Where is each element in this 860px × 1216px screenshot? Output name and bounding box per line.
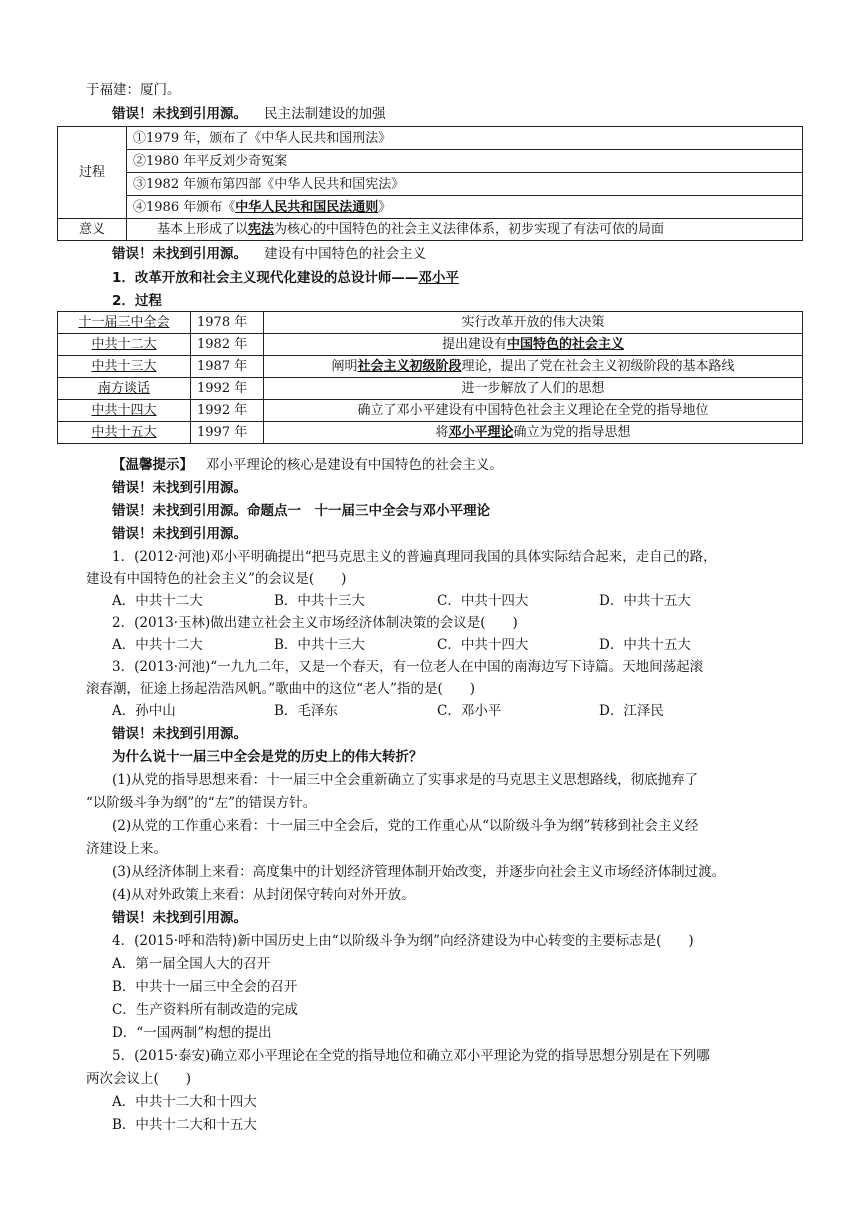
option: C．生产资料所有制改造的完成 xyxy=(112,1002,298,1018)
constitution-term: 宪法 xyxy=(248,222,275,237)
why-point-1-cont: “以阶级斗争为纲”的“左”的错误方针。 xyxy=(86,795,317,811)
option: B．中共十三大 xyxy=(274,593,365,609)
option: B．中共十二大和十五大 xyxy=(112,1117,257,1133)
reference-error: 错误！未找到引用源。 xyxy=(112,106,247,122)
option: C．邓小平 xyxy=(437,703,502,719)
table-row xyxy=(58,378,803,400)
table-row xyxy=(58,334,803,356)
civil-law-term: 中华人民共和国民法通则 xyxy=(235,199,379,215)
description-cell: 确立了邓小平建设有中国特色社会主义理论在全党的指导地位 xyxy=(264,400,803,422)
reference-error: 错误！未找到引用源。 xyxy=(112,726,247,742)
why-point-2: (2)从党的工作重心来看：十一届三中全会后，党的工作重心从“以阶级斗争为纲”转移到社会主义经 xyxy=(112,818,699,834)
description-cell: 实行改革开放的伟大决策 xyxy=(264,312,803,334)
reference-error: 错误！未找到引用源。 xyxy=(112,480,247,496)
option: A．中共十二大和十四大 xyxy=(112,1094,257,1110)
reference-error: 错误！未找到引用源。 xyxy=(112,910,247,926)
option: D．中共十五大 xyxy=(599,637,691,653)
process-label: 过程 xyxy=(58,127,127,219)
why-title: 为什么说十一届三中全会是党的历史上的伟大转折？ xyxy=(112,749,423,765)
year-cell: 1978 年 xyxy=(191,312,264,334)
table-row xyxy=(58,400,803,422)
process-table xyxy=(57,311,803,444)
question-1-stem-cont: 建设有中国特色的社会主义”的会议是( ) xyxy=(86,571,347,587)
event-cell: 中共十二大 xyxy=(58,334,191,356)
table-row xyxy=(58,356,803,378)
option: A．孙中山 xyxy=(112,703,176,719)
why-point-4: (4)从对外政策上来看：从封闭保守转向对外开放。 xyxy=(112,887,415,903)
process-item: ③1982 年颁布第四部《中华人民共和国宪法》 xyxy=(127,173,803,196)
process-item: ②1980 年平反刘少奇冤案 xyxy=(127,150,803,173)
question-5-stem: 5．(2015·泰安)确立邓小平理论在全党的指导地位和确立邓小平理论为党的指导思想分别是在下列哪 xyxy=(112,1048,710,1064)
year-cell: 1992 年 xyxy=(191,400,264,422)
point-2: 2．过程 xyxy=(112,293,162,309)
event-cell: 十一届三中全会 xyxy=(58,312,191,334)
section-title: 民主法制建设的加强 xyxy=(264,106,386,122)
process-item: ①1979 年，颁布了《中华人民共和国刑法》 xyxy=(127,127,803,150)
why-point-2-cont: 济建设上来。 xyxy=(86,841,167,857)
option: B．中共十三大 xyxy=(274,637,365,653)
reference-error: 错误！未找到引用源。 xyxy=(112,526,247,542)
description-cell: 阐明社会主义初级阶段理论，提出了党在社会主义初级阶段的基本路线 xyxy=(264,356,803,378)
option: B．毛泽东 xyxy=(274,703,338,719)
point-1: 1．改革开放和社会主义现代化建设的总设计师——邓小平 xyxy=(112,270,459,286)
reference-error-topic: 错误！未找到引用源。命题点一 十一届三中全会与邓小平理论 xyxy=(112,503,490,519)
option: D．“一国两制”构想的提出 xyxy=(112,1025,272,1041)
event-cell: 中共十四大 xyxy=(58,400,191,422)
why-point-1: (1)从党的指导思想来看：十一届三中全会重新确立了实事求是的马克思主义思想路线，彻底抛弃了 xyxy=(112,772,699,788)
lead-line: 于福建：厦门。 xyxy=(86,82,181,98)
year-cell: 1997 年 xyxy=(191,422,264,444)
option: D．中共十五大 xyxy=(599,593,691,609)
meaning-label: 意义 xyxy=(58,219,127,241)
year-cell: 1982 年 xyxy=(191,334,264,356)
description-cell: 将邓小平理论确立为党的指导思想 xyxy=(264,422,803,444)
reference-error: 错误！未找到引用源。 xyxy=(112,246,247,262)
section-heading-socialism xyxy=(112,244,426,264)
question-1-stem: 1．(2012·河池)邓小平明确提出“把马克思主义的普遍真理同我国的具体实际结合起来，走自己的路， xyxy=(112,549,717,565)
question-5-stem-cont: 两次会议上( ) xyxy=(86,1071,192,1087)
year-cell: 1992 年 xyxy=(191,378,264,400)
question-3-stem: 3．(2013·河池)“一九九二年，又是一个春天，有一位老人在中国的南海边写下诗篇。天地间荡起滚 xyxy=(112,659,704,675)
event-cell: 中共十五大 xyxy=(58,422,191,444)
why-point-3: (3)从经济体制上来看：高度集中的计划经济管理体制开始改变，并逐步向社会主义市场经济体制过渡。 xyxy=(112,864,726,880)
process-item: ④1986 年颁布《中华人民共和国民法通则》 xyxy=(127,196,803,219)
question-2-stem: 2．(2013·玉林)做出建立社会主义市场经济体制决策的会议是( ) xyxy=(112,615,518,631)
table-row xyxy=(58,312,803,334)
legal-table xyxy=(57,126,803,241)
section-heading-legal xyxy=(112,104,386,124)
option: C．中共十四大 xyxy=(437,637,529,653)
description-cell: 进一步解放了人们的思想 xyxy=(264,378,803,400)
year-cell: 1987 年 xyxy=(191,356,264,378)
event-cell: 中共十三大 xyxy=(58,356,191,378)
tip-text: 邓小平理论的核心是建设有中国特色的社会主义。 xyxy=(205,457,503,473)
question-3-stem-cont: 滚春潮，征途上扬起浩浩风帆。”歌曲中的这位“老人”指的是( ) xyxy=(86,681,475,697)
option: B．中共十一届三中全会的召开 xyxy=(112,979,298,995)
option: D．江泽民 xyxy=(599,703,664,719)
meaning-text: 基本上形成了以宪法为核心的中国特色的社会主义法律体系，初步实现了有法可依的局面 xyxy=(127,219,803,241)
option: A．中共十二大 xyxy=(112,637,203,653)
designer-name: 邓小平 xyxy=(418,270,459,286)
table-row xyxy=(58,422,803,444)
question-4-stem: 4．(2015·呼和浩特)新中国历史上由“以阶级斗争为纲”向经济建设为中心转变的主要标志是( ) xyxy=(112,933,694,949)
option: A．第一届全国人大的召开 xyxy=(112,956,271,972)
event-cell: 南方谈话 xyxy=(58,378,191,400)
option: A．中共十二大 xyxy=(112,593,203,609)
warm-tip xyxy=(112,455,503,475)
option: C．中共十四大 xyxy=(437,593,529,609)
description-cell: 提出建设有中国特色的社会主义 xyxy=(264,334,803,356)
section-title: 建设有中国特色的社会主义 xyxy=(264,246,427,262)
tip-label: 【温馨提示】 xyxy=(112,457,193,473)
